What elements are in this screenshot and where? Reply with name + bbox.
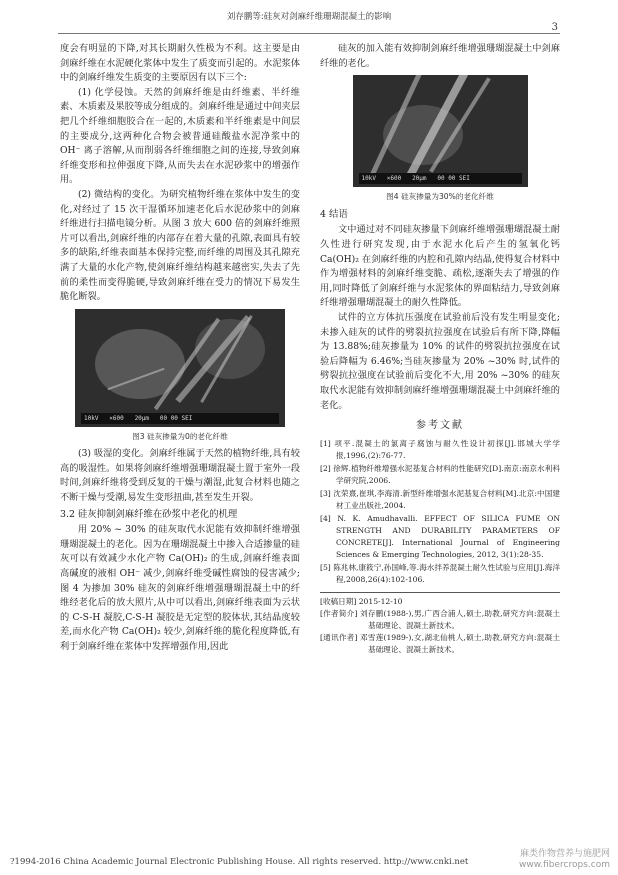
watermark-line: www.fibercrops.com [519,860,610,870]
paragraph: (1) 化学侵蚀。天然的剑麻纤维是由纤维素、半纤维素、木质素及果胶等成分组成的。剑麻纤维是通过中间夹层把几个纤维细胞胶合在一起的,木质素和半纤维素是中间层的主要成分,这两种化合物会被普通硅酸盐水泥净浆中的 OH⁻ 离子溶解,从而削弱各纤维细胞之间的连接,导致剑麻纤维变形和拉伸强度下降,从而失去在水泥砂浆中的增强作用。 [60,86,300,186]
left-column [60,42,300,655]
figure-caption: 图4 硅灰掺量为30%的老化纤维 [386,192,494,202]
watermark-line: 麻类作物营养与施肥网 [519,849,610,859]
micrograph-scale-bar: 10kV ×600 20µm 00 00 SEI [359,173,522,184]
sem-micrograph [353,75,528,187]
copyright-footer: ?1994-2016 China Academic Journal Electronic Publishing House. All rights reserved. http://www.cnki.net [10,857,469,867]
reference-item: [4] N. K. Amudhavalli. EFFECT OF SILICA FUME ON STRENGTH AND DURABILITY PARAMETERS OF CONCRETE[J]. International Journal of Engineering Sciences & Emerging Technologies, 2012, 3(1):28-35. [320,513,560,559]
reference-item: [2] 徐辉.植物纤维增强水泥基复合材料的性能研究[D].南京:南京水利科学研究院,2006. [320,463,560,485]
running-title: 刘存鹏等:硅灰对剑麻纤维珊瑚混凝土的影响 [226,12,392,22]
corresponding-author: [通讯作者] 邓雪莲(1989-),女,湖北仙桃人,硕士,助教,研究方向:混凝土基础理论、混凝土新技术。 [320,632,560,654]
micrograph-scale-bar: 10kV ×600 20µm 00 00 SEI [81,413,279,424]
paragraph: 试件的立方体抗压强度在试验前后没有发生明显变化;未掺入硅灰的试件的劈裂抗拉强度在试验后有所下降,降幅为 13.88%;硅灰掺量为 10% 的试件的劈裂抗拉强度在试验后降幅为 6.46%;当硅灰掺量为 20% ~30% 时,试件的劈裂抗拉强度在试验前后变化不大,用 20% ~30% 的硅灰取代水泥能有效抑制剑麻纤维增强珊瑚混凝土中剑麻纤维的老化。 [320,311,560,411]
reference-item: [3] 沈荣熹,崔琪,李海清.新型纤维增强水泥基复合材料[M].北京:中国建材工业出版社,2004. [320,488,560,510]
header-rule [58,33,560,34]
section-heading: 4 结语 [320,208,348,220]
figure-caption: 图3 硅灰掺量为0的老化纤维 [132,431,228,441]
paragraph: (3) 吸湿的变化。剑麻纤维属于天然的植物纤维,具有较高的吸湿性。如果将剑麻纤维增强珊瑚混凝土置于室外一段时间,剑麻纤维将受到反复的干燥与潮湿,此复合材料也随之不断干燥与受潮,易发生变形扭曲,甚至发生开裂。 [60,448,300,504]
page-number: 3 [551,22,558,33]
reference-list [320,438,560,586]
paragraph: 文中通过对不同硅灰掺量下剑麻纤维增强珊瑚混凝土耐久性进行研究发现,由于水泥水化后产生的氢氧化钙 Ca(OH)₂ 在剑麻纤维的内腔和孔隙内结晶,使得复合材料中作为增强材料的剑麻纤维变脆、疏松,逐渐失去了增强的作用,同时降低了剑麻纤维与水泥浆体的界面粘结力,导致剑麻纤维增强珊瑚混凝土的耐久性降低。 [320,224,560,309]
references-title: 参考文献 [416,420,464,432]
sem-micrograph [75,309,285,427]
paragraph: 硅灰的加入能有效抑制剑麻纤维增强珊瑚混凝土中剑麻纤维的老化。 [320,43,560,69]
figure-4 [320,75,560,205]
right-column [320,42,560,656]
paragraph: (2) 微结构的变化。为研究植物纤维在浆体中发生的变化,对经过了 15 次干湿循环加速老化后水泥砂浆中的剑麻纤维进行扫描电镜分析。从图 3 放大 600 倍的剑麻纤维照片可以看出,剑麻纤维的内部存在着大量的孔隙,表面具有较多的缺陷,纤维表面基本保持完整,而纤维的周围及其孔隙充满了大量的水化产物,使剑麻纤维结构越来越密实,失去了先前的柔性而变得脆硬,导致剑麻纤维在受力的情况下易发生脆化断裂。 [60,188,300,303]
section-heading: 3.2 硅灰抑制剑麻纤维在砂浆中老化的机理 [60,508,238,520]
reference-item: [1] 项平.混凝土的氯离子腐蚀与耐久性设计初探[J].邯城大学学报,1996,(2):76-77. [320,438,560,460]
article-metadata [320,592,560,656]
figure-3 [60,309,300,445]
paragraph: 用 20% ~ 30% 的硅灰取代水泥能有效抑制纤维增强珊瑚混凝土的老化。因为在珊瑚混凝土中掺入合适掺量的硅灰可以有效减少水化产物 Ca(OH)₂ 的生成,剑麻纤维表面高碱度的液相 OH⁻ 减少,剑麻纤维受碱性腐蚀的侵害减少;图 4 为掺加 30% 硅灰的剑麻纤维增强珊瑚混凝土中的纤维经老化后的放大照片,从中可以看出,剑麻纤维表面为云状的 C-S-H 凝胶,C-S-H 凝胶是无定型的胶体状,其结晶度较差,而水化产物 Ca(OH)₂ 较少,剑麻纤维的脆化程度降低,有利于剑麻纤维在浆体中发挥增强作用,因此 [60,524,300,652]
site-watermark [519,849,610,871]
paragraph: 度会有明显的下降,对其长期耐久性极为不利。这主要是由剑麻纤维在水泥硬化浆体中发生了质变而引起的。水泥浆体中的剑麻纤维发生质变的主要原因有以下三个: [60,43,300,84]
reference-item: [5] 陈兆林,康筱宁,孙国峰,等.海水拌养混凝土耐久性试验与应用[J].海洋程,2008,26(4):102-106. [320,562,560,584]
author-bio: [作者简介] 刘存鹏(1988-),男,广西合浦人,硕士,助教,研究方向:混凝土基础理论、混凝土新技术。 [320,608,560,630]
received-date: [收稿日期] 2015-12-10 [320,596,403,606]
